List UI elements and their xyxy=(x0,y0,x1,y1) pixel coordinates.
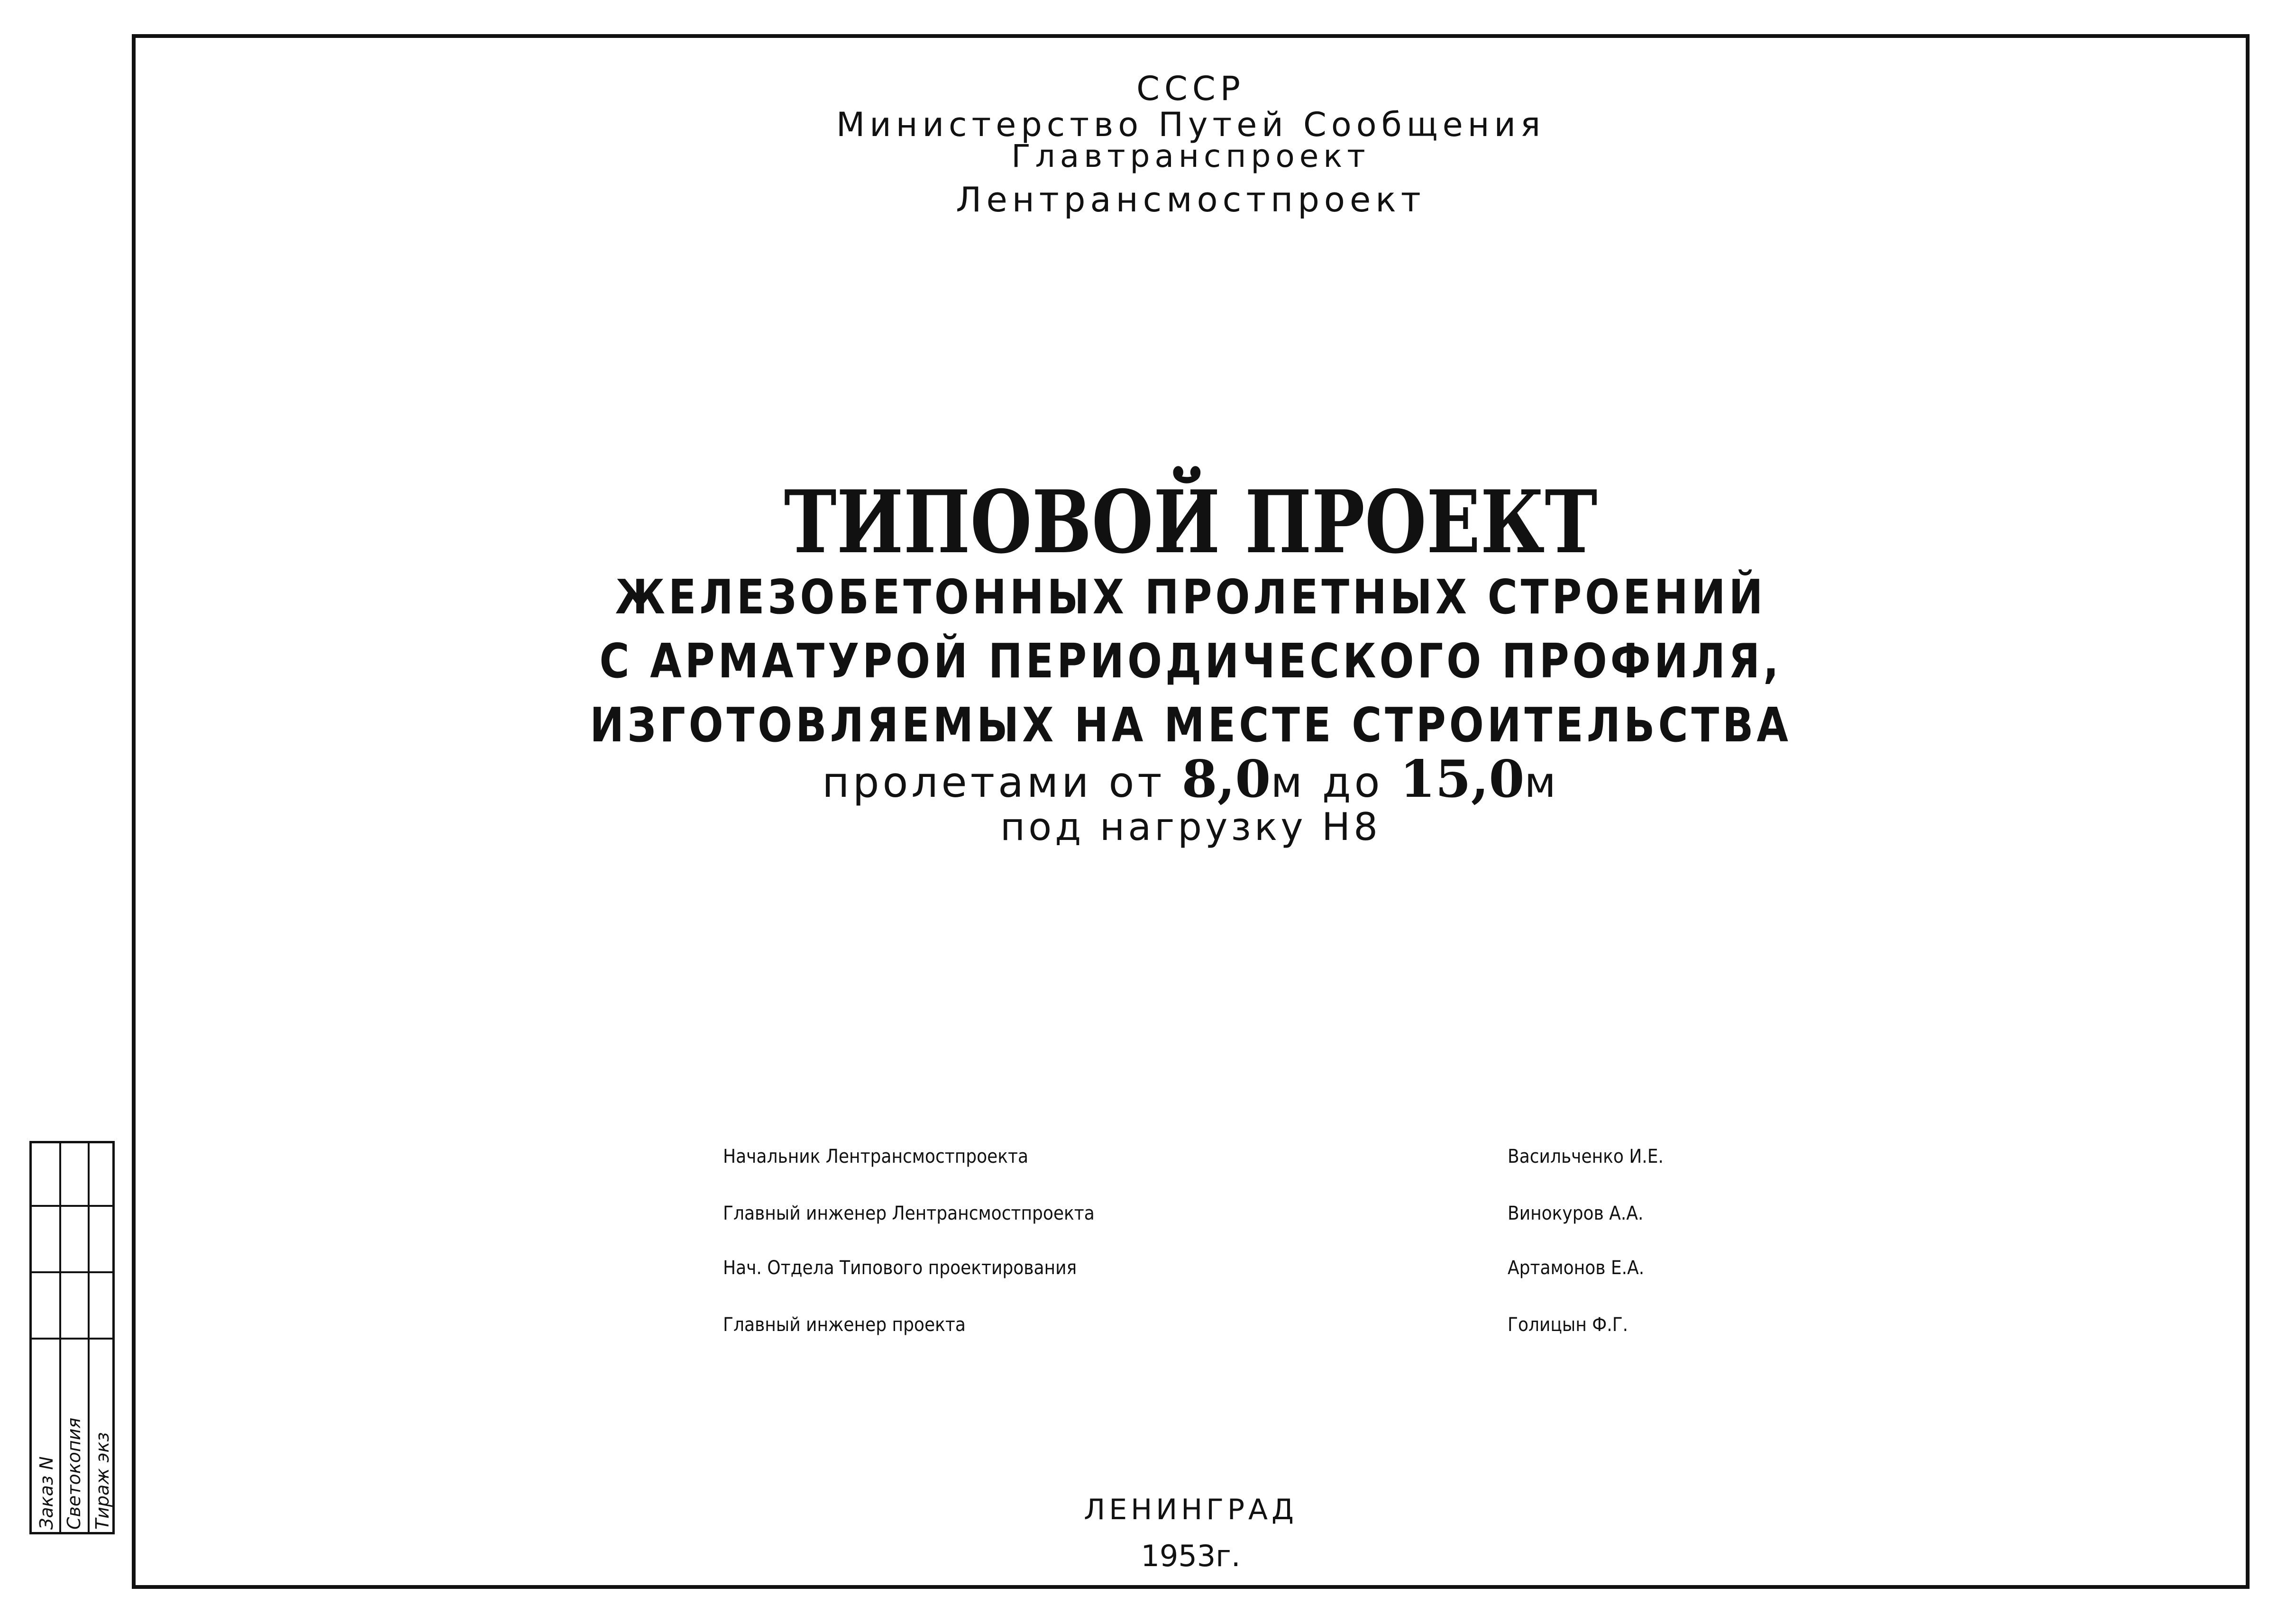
staff-role: Нач. Отдела Типового проектирования xyxy=(723,1257,1077,1279)
staff-name: Голицын Ф.Г. xyxy=(1508,1314,1628,1336)
subtitle-line-3: ИЗГОТОВЛЯЕМЫХ НА МЕСТЕ СТРОИТЕЛЬСТВА xyxy=(590,697,1792,753)
subtitle-line-2: С АРМАТУРОЙ ПЕРИОДИЧЕСКОГО ПРОФИЛЯ, xyxy=(599,633,1782,689)
staff-role: Главный инженер проекта xyxy=(723,1314,966,1336)
span-to: 15,0 xyxy=(1400,749,1525,809)
load-class: под нагрузку Н8 xyxy=(1000,805,1381,849)
staff-name: Артамонов Е.А. xyxy=(1508,1257,1645,1279)
header-department: Главтранспроект xyxy=(1011,138,1370,174)
stamp-divider xyxy=(32,1205,112,1207)
print-stamp xyxy=(29,1141,115,1534)
stamp-print-run: Тираж экз xyxy=(92,1432,113,1530)
span-from: 8,0 xyxy=(1181,749,1271,809)
city: ЛЕНИНГРАД xyxy=(1084,1493,1298,1526)
staff-role: Начальник Лентрансмостпроекта xyxy=(723,1146,1029,1167)
span-unit: м xyxy=(1524,758,1559,807)
span-mid: м до xyxy=(1271,758,1383,807)
header-ministry: Министерство Путей Сообщения xyxy=(836,105,1546,144)
year: 1953г. xyxy=(1141,1539,1241,1573)
stamp-order: Заказ N xyxy=(36,1456,57,1530)
span-prefix: пролетами от xyxy=(822,758,1165,807)
staff-role: Главный инженер Лентрансмостпроекта xyxy=(723,1203,1095,1224)
header-organization: Лентрансмостпроект xyxy=(956,180,1426,219)
stamp-divider xyxy=(32,1338,112,1340)
subtitle-line-1: ЖЕЛЕЗОБЕТОННЫХ ПРОЛЕТНЫХ СТРОЕНИЙ xyxy=(615,569,1766,625)
document-title: ТИПОВОЙ ПРОЕКТ xyxy=(784,471,1598,573)
staff-name: Винокуров А.А. xyxy=(1508,1203,1644,1224)
span-range xyxy=(132,749,2250,809)
stamp-divider xyxy=(32,1271,112,1273)
header-country: СССР xyxy=(1136,69,1245,108)
staff-name: Васильченко И.Е. xyxy=(1508,1146,1664,1167)
stamp-copy: Светокопия xyxy=(64,1417,84,1530)
